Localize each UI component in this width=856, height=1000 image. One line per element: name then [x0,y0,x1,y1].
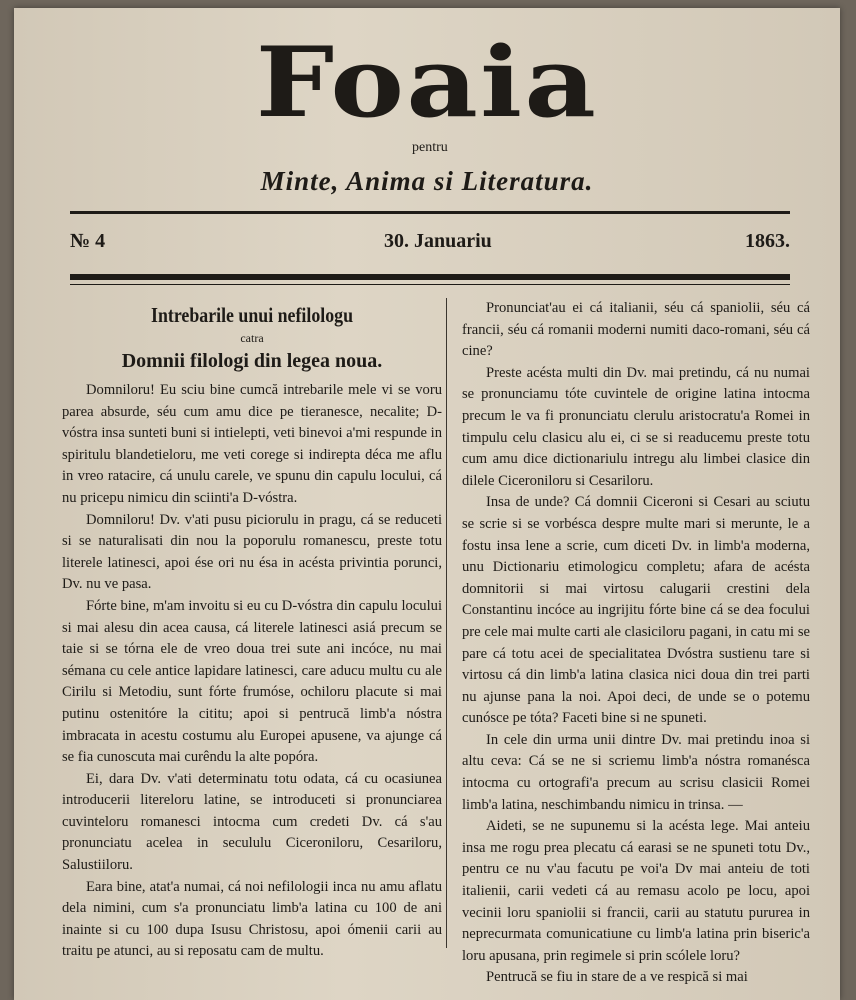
masthead-pentru: pentru [412,140,448,155]
article-catra: catra [240,331,264,345]
thin-rule [70,284,790,285]
article-title: Intrebarile unui nefilologu [150,303,354,327]
column-divider [446,298,447,948]
thick-rule [70,274,790,280]
paragraph: In cele din urma unii dintre Dv. mai pretindu inoa si altu ceva: Cá se ne si scriemu limb'a nóstra romanésca intocma cu ortografi'a precum au scrisu clasicii Romei limb'a latina, neschimbandu nimicu in trinsa. — [462,731,810,813]
paragraph: Ei, dara Dv. v'ati determinatu totu odata, cá cu ocasiunea introducerii litereloru latine, se introduceti si pronunciarea cuvinteloru romanesci intocma cum credeti Dv. cá s'au pronunciatu acelea in secululu Ciceroniloru, Cesariloru, Salustiiloru. [62,770,442,874]
issue-number: № 4 [70,230,106,252]
masthead-title: Foaia [255,26,599,139]
right-column [462,298,810,989]
paragraph: Eara bine, atat'a numai, cá noi nefilologii inca nu amu aflatu dela nimini, cum s'a pronunciatu limb'a latina cu 100 de ani inainte si cu 100 dupa Isusu Christosu, apoi ómenii carii au traitu pe atunci, au si reposatu cam de multu. [62,878,442,960]
top-rule [70,211,790,214]
paragraph: Pronunciat'au ei cá italianii, séu cá spaniolii, séu cá francii, séu cá romanii moderni numiti daco-romani, séu cá cine? [462,300,810,360]
paragraph: Aideti, se ne supunemu si la acésta lege. Mai anteiu insa me rogu prea plecatu cá earasi se ne spuneti totu Dv., pentru ce nu v'au facutu pe voi'a Dv mai anteiu de toti italienii, carii vedeti cá au remasu acolo pe locu, apoi vecinii loru spaniolii si francii, carii au statutu pururea in neprecurmata comunicatiune cu limb'a latina prin biseric'a loru apusana, prin regimele si prin scólele loru? [462,818,810,964]
article-subtitle: Domnii filologi din legea noua. [121,350,383,372]
paragraph: Domniloru! Eu sciu bine cumcă intrebarile mele vi se voru parea absurde, séu cum amu dice pe tieranesce, necalite; D-vóstra insa sunteti buni si intielepti, veti binevoi a'mi respunde in spiritulu blandetieloru, me veti corege si indirepta déca me aflu in vreo ratacire, cá unulu carele, ve spunu din capulu locului, cá nu pricepu nimicu din sciinti'a D-vóstra. [62,382,442,506]
newspaper-page [14,8,840,1000]
masthead-subtitle: Minte, Anima si Literatura. [260,166,594,196]
paragraph: Preste acésta multi din Dv. mai pretindu, cá nu numai se pronunciamu tóte cuvintele de origine latina intocma precum le va fi pronunciatu clerulu aristocratu'a Romei in timpulu celu clasicu alu ei, ci se si readucemu preste totu cum amu dice dictionariulu intregu alu limbei clasice din dilele Ciceroniloru si Cesariloru. [462,364,810,489]
paragraph: Fórte bine, m'am invoitu si eu cu D-vóstra din capulu locului si mai alesu din acea causa, cá literele latinesci asiá precum se taie si se tórna ele de vreo doua trei sute ani incóce, nu mai sémana cu cele antice lapidare latinesci, care aducu multu cu ale Cirilu si Metodiu, sunt fórte frumóse, ochiloru placute si mai putinu ostenitóre la cititu; apoi si pentrucă limb'a nóstra imbracata in acestu costumu alu Europei apusene, va ajunge cá se fia cunoscuta mai curêndu la alte popóra. [62,597,442,766]
issue-year: 1863. [745,230,790,252]
left-column [62,298,442,963]
paragraph: Domniloru! Dv. v'ati pusu piciorulu in pragu, cá se reduceti si se naturalisati din nou la poporulu romanescu, preste totu literele latinesci, apoi ése ori nu ésa in acésta privintia porunci, Dv. nu ve pasa. [62,511,442,593]
issue-date: 30. Januariu [384,230,492,252]
paragraph: Pentrucă se fiu in stare de a ve respică si mai [486,969,748,986]
paragraph: Insa de unde? Cá domnii Ciceroni si Cesari au sciutu se scrie si se vorbésca despre multe mari si merunte, le a fostu insa lene a scrie, cum diceti Dv. in limb'a moderna, unu Dictionariu etimologicu completu; afara de acésta domnitorii si mai virtosu calugarii crestini dela Constantinu incóce au ingrijitu fórte bine cá se dea focului pre cele mai multe carti ale clasiciloru pagani, in catu mi se pare cá totu acei de specialitatea Dvóstra sustienu tare si virtosu cá din limb'a latina clasica nici doua din trei parti nu ajunse pana la noi. Apoi deci, de unde se o potemu cunósce pe tóta? Faceti bine si ne spuneti. [462,494,810,727]
